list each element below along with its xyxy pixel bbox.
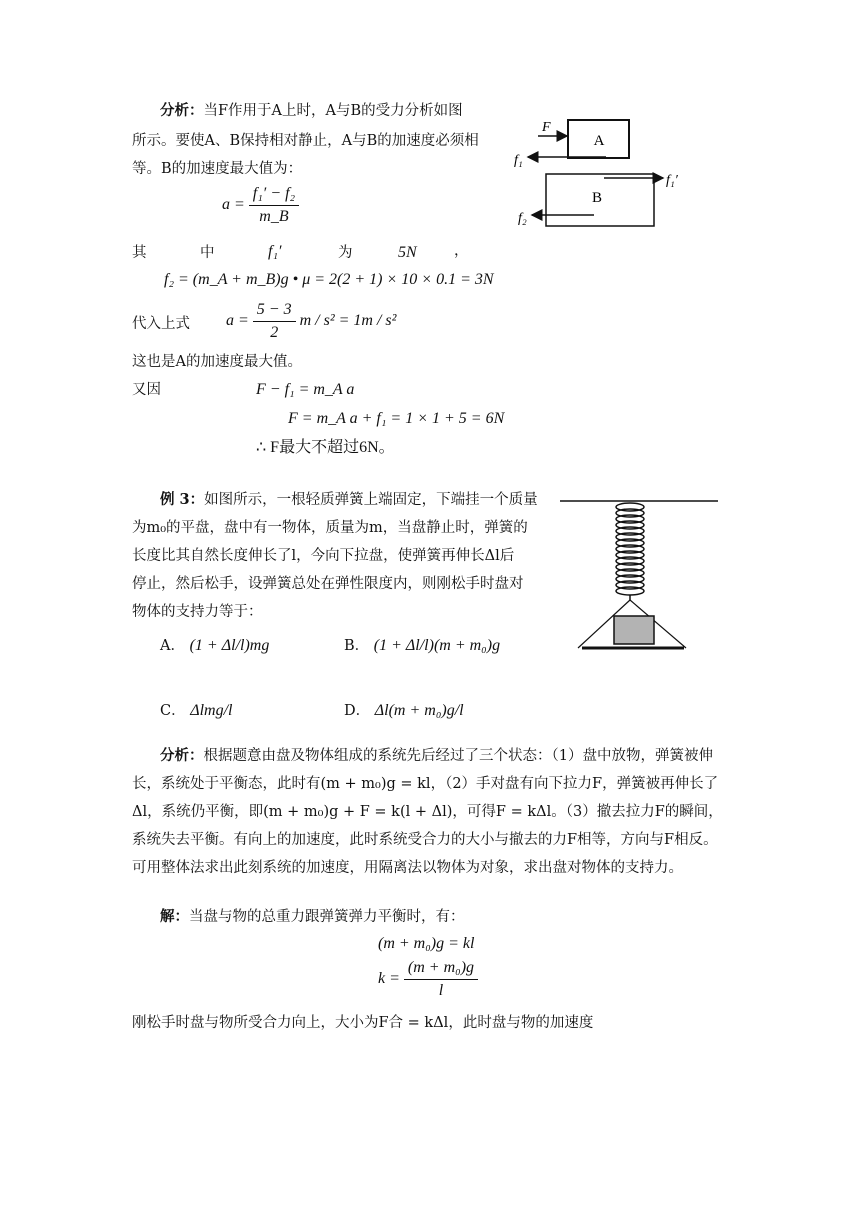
eq-a-denominator: m_B (259, 208, 289, 225)
force-f2-label: f₂ (518, 211, 527, 226)
eq-sub-denominator: 2 (270, 324, 279, 341)
spring-pan-diagram (560, 490, 722, 654)
option-c (160, 703, 233, 719)
example3-line4: 停止，然后松手，设弹簧总处在弹性限度内，则刚松手时盘对 (132, 576, 524, 592)
force-f1p-label: f₁′ (666, 173, 678, 188)
example3-label: 例 3： (160, 491, 205, 508)
option-a (160, 638, 269, 654)
eq2-denominator: l (438, 982, 444, 999)
option-d-expr: Δl(m + m₀)g/l (374, 702, 464, 719)
where-mid: 中 (200, 245, 215, 261)
analysis1-line3: 等。B的加速度最大值为： (132, 161, 303, 177)
option-b-label: B． (344, 638, 370, 654)
option-a-label: A． (160, 638, 185, 654)
example3-line2: 为m₀的平盘，盘中有一物体，质量为m，当盘静止时，弹簧的 (132, 520, 528, 536)
max-note: 这也是A的加速度最大值。 (132, 354, 302, 370)
example3-line1 (160, 493, 538, 508)
solution-text-1: 当盘与物的总重力跟弹簧弹力平衡时，有： (189, 909, 465, 925)
also-label: 又因 (132, 382, 161, 398)
analysis2-paragraph (132, 742, 732, 882)
eq-a-fraction (249, 186, 299, 225)
option-b (344, 638, 500, 654)
eq-sub-rhs: m / s² = 1m / s² (299, 312, 397, 330)
force-diagram-ab (508, 112, 698, 236)
eq-a-max (222, 186, 299, 225)
eq-a-lhs: a = (222, 196, 245, 214)
eq-sub-fraction (253, 302, 296, 341)
analysis2-label: 分析： (160, 747, 204, 764)
force-F-label: F (542, 120, 551, 135)
option-d (344, 703, 464, 719)
example3-text-1: 如图所示，一根轻质弹簧上端固定，下端挂一个质量 (204, 492, 538, 508)
object-block (614, 616, 654, 644)
solution-last-line: 刚松手时盘与物所受合力向上，大小为F合 = kΔl，此时盘与物的加速度 (132, 1015, 594, 1031)
analysis1-line1 (160, 104, 463, 119)
solution-eq1: (m + m₀)g = kl (378, 935, 475, 952)
eq-substitute (226, 302, 396, 341)
substitute-label: 代入上式 (132, 316, 190, 332)
where-comma: ， (454, 243, 469, 259)
analysis1-text-1: 当F作用于A上时，A与B的受力分析如图 (203, 103, 463, 119)
example3-line3: 长度比其自然长度伸长了l，今向下拉盘，使弹簧再伸长Δl后 (132, 548, 515, 564)
option-d-label: D． (344, 703, 371, 719)
block-a-label: A (593, 133, 605, 149)
solution-eq2 (378, 960, 478, 999)
eq-sub-lhs: a = (226, 312, 249, 330)
eq-f2: f₂ = (m_A + m_B)g • μ = 2(2 + 1) × 10 × 0.1 = 3N (164, 271, 494, 288)
eq-a-numerator: f₁′ − f₂ (249, 186, 299, 206)
where-is: 为 (338, 245, 353, 261)
where-val: 5N (398, 244, 417, 261)
eq2-fraction (404, 960, 478, 999)
eq2-lhs: k = (378, 970, 400, 988)
analysis1-label: 分析： (160, 102, 204, 119)
option-b-expr: (1 + Δl/l)(m + m₀)g (373, 637, 501, 654)
eq-F-value: F = m_A a + f₁ = 1 × 1 + 5 = 6N (288, 410, 505, 427)
option-a-expr: (1 + Δl/l)mg (189, 637, 270, 654)
force-f1-label: f₁ (514, 153, 523, 168)
example3-line5: 物体的支持力等于： (132, 604, 263, 620)
solution-line1 (160, 910, 465, 925)
eq2-numerator: (m + m₀)g (404, 960, 478, 980)
where-var: f₁′ (268, 243, 282, 260)
analysis2-text: 根据题意由盘及物体组成的系统先后经过了三个状态：（1）盘中放物，弹簧被伸长，系统处于平衡态，此时有(m + m₀)g = kl，（2）手对盘有向下拉力F，弹簧被再伸长了Δl，系统仍平衡，即(m + m₀)g + F = k(l + Δl)，可得F = kΔl。（3）撤去拉力F的瞬间，系统失去平衡。有向上的加速度，此时系统受合力的大小与撤去的力F相等，方向与F相反。可用整体法求出此刻系统的加速度，用隔离法以物体为对象，求出盘对物体的支持力。 (132, 748, 723, 876)
where-prefix: 其 (132, 245, 147, 261)
eq-newton: F − f₁ = m_A a (256, 381, 355, 398)
option-c-label: C． (160, 703, 186, 719)
eq-sub-numerator: 5 − 3 (253, 302, 296, 322)
solution-label: 解： (160, 908, 189, 925)
conclusion: ∴ F最大不超过6N。 (256, 439, 395, 456)
spring-coils (616, 503, 644, 595)
analysis1-line2: 所示。要使A、B保持相对静止，A与B的加速度必须相 (132, 133, 479, 149)
block-b-label: B (591, 190, 603, 206)
option-c-expr: Δlmg/l (190, 702, 233, 719)
